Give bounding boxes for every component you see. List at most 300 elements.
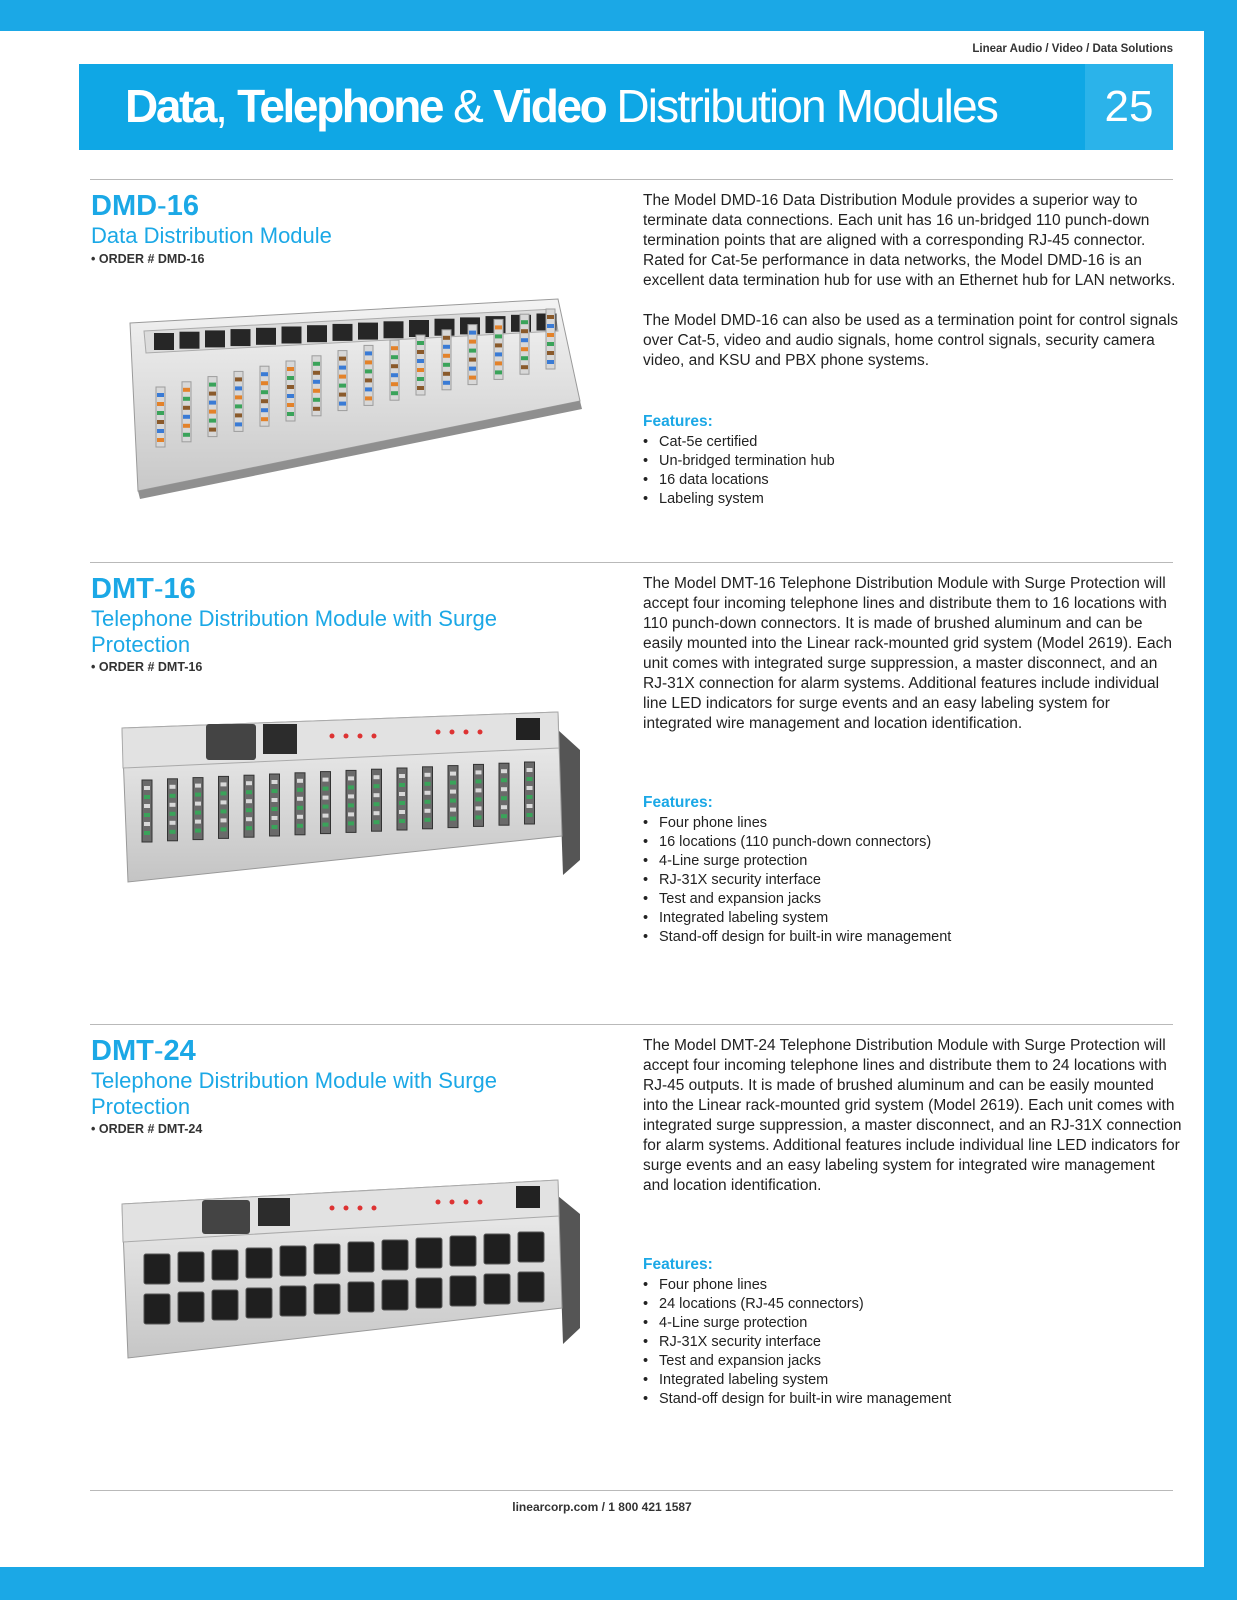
wire-color-mark xyxy=(476,806,482,810)
wire-color-mark xyxy=(399,783,405,787)
led-indicator-icon xyxy=(436,1200,441,1205)
rj45-jack-icon xyxy=(450,1276,476,1306)
wire-color-mark xyxy=(495,325,502,329)
wire-color-mark xyxy=(272,789,278,793)
wire-color-mark xyxy=(339,393,346,397)
wire-color-mark xyxy=(521,356,528,360)
wire-color-mark xyxy=(399,810,405,814)
title-telephone: Telephone xyxy=(237,80,443,132)
wire-color-mark xyxy=(313,380,320,384)
wire-color-mark xyxy=(297,806,303,810)
led-indicator-icon xyxy=(436,730,441,735)
section-divider xyxy=(90,1024,1173,1025)
wire-color-mark xyxy=(287,412,294,416)
wire-color-mark xyxy=(501,796,507,800)
wire-color-mark xyxy=(521,365,528,369)
title-data: Data xyxy=(125,80,216,132)
wire-color-mark xyxy=(297,797,303,801)
title-video: Video xyxy=(492,80,606,132)
product-description: The Model DMD-16 Data Distribution Module provides a superior way to terminate data connections. Each unit has 16 un-bridged 110 punch-down termination points that are aligned with a corresponding RJ-45 connector. Rated for Cat-5e performance in data networks, the Model DMD-16 is an excellent data termination hub for use with an Ethernet hub for LAN networks. The Model DMD-16 can also be used as a termination point for control signals over Cat-5, video and audio signals, home control signals, security camera video, and KSU and PBX phone systems. xyxy=(643,192,1179,369)
wire-color-mark xyxy=(323,787,329,791)
model-heading: DMT-24 xyxy=(91,1035,196,1067)
rj45-jack-icon xyxy=(246,1288,272,1318)
wire-color-mark xyxy=(348,794,354,798)
wire-color-mark xyxy=(399,774,405,778)
wire-color-mark xyxy=(183,388,190,392)
wire-color-mark xyxy=(313,407,320,411)
wire-color-mark xyxy=(221,791,227,795)
wire-color-mark xyxy=(527,777,533,781)
rj45-jack-icon xyxy=(484,1234,510,1264)
rj45-jack-icon xyxy=(180,332,200,349)
wire-color-mark xyxy=(450,781,456,785)
wire-color-mark xyxy=(476,788,482,792)
feature-item: • 16 locations (110 punch-down connectors) xyxy=(643,833,951,852)
wire-color-mark xyxy=(450,808,456,812)
rj45-jack-icon xyxy=(154,333,174,350)
led-indicator-icon xyxy=(330,1206,335,1211)
rj45-jack-icon xyxy=(314,1284,340,1314)
feature-item: • Integrated labeling system xyxy=(643,909,951,928)
wire-color-mark xyxy=(261,417,268,421)
features-list xyxy=(643,433,835,509)
wire-color-mark xyxy=(443,363,450,367)
title-amp: & xyxy=(442,80,493,132)
wire-color-mark xyxy=(170,803,176,807)
features-title: Features: xyxy=(643,413,713,430)
wire-color-mark xyxy=(323,778,329,782)
led-indicator-icon xyxy=(344,734,349,739)
wire-color-mark xyxy=(425,773,431,777)
wire-color-mark xyxy=(374,775,380,779)
rj45-jack-icon xyxy=(178,1292,204,1322)
wire-color-mark xyxy=(170,830,176,834)
wire-color-mark xyxy=(313,389,320,393)
wire-color-mark xyxy=(246,808,252,812)
wire-color-mark xyxy=(287,385,294,389)
wire-color-mark xyxy=(443,345,450,349)
wire-color-mark xyxy=(527,795,533,799)
wire-color-mark xyxy=(235,413,242,417)
title-banner xyxy=(79,64,1173,150)
rj45-jack-icon xyxy=(333,324,353,341)
wire-color-mark xyxy=(527,813,533,817)
led-indicator-icon xyxy=(478,1200,483,1205)
led-indicator-icon xyxy=(358,734,363,739)
wire-color-mark xyxy=(339,402,346,406)
feature-item: • 4-Line surge protection xyxy=(643,852,951,871)
wire-color-mark xyxy=(365,378,372,382)
wire-color-mark xyxy=(170,785,176,789)
wire-color-mark xyxy=(209,419,216,423)
wire-color-mark xyxy=(476,797,482,801)
title-comma: , xyxy=(215,80,238,132)
bottom-frame-bar xyxy=(0,1567,1237,1600)
product-subtitle: Telephone Distribution Module with Surge Protection xyxy=(91,1068,498,1119)
wire-color-mark xyxy=(221,818,227,822)
rj45-jack-icon xyxy=(280,1246,306,1276)
led-indicator-icon xyxy=(450,1200,455,1205)
wire-color-mark xyxy=(469,367,476,371)
feature-item: • Cat-5e certified xyxy=(643,433,835,452)
order-number: • ORDER # DMT-16 xyxy=(91,660,203,674)
wire-color-mark xyxy=(391,373,398,377)
order-number: • ORDER # DMD-16 xyxy=(91,252,205,266)
wire-color-mark xyxy=(235,404,242,408)
wire-color-mark xyxy=(348,785,354,789)
feature-item: • Test and expansion jacks xyxy=(643,890,951,909)
wire-color-mark xyxy=(399,792,405,796)
features-title: Features: xyxy=(643,1256,713,1273)
wire-color-mark xyxy=(297,815,303,819)
led-indicator-icon xyxy=(372,1206,377,1211)
feature-item: • Four phone lines xyxy=(643,1276,951,1295)
features-list xyxy=(643,814,951,947)
feature-item: • RJ-31X security interface xyxy=(643,871,951,890)
feature-item: • Integrated labeling system xyxy=(643,1371,951,1390)
rj45-jack-icon xyxy=(416,1278,442,1308)
wire-color-mark xyxy=(391,382,398,386)
wire-color-mark xyxy=(374,793,380,797)
wire-color-mark xyxy=(287,394,294,398)
wire-color-mark xyxy=(547,351,554,355)
wire-color-mark xyxy=(195,829,201,833)
wire-color-mark xyxy=(365,351,372,355)
wire-color-mark xyxy=(495,370,502,374)
wire-color-mark xyxy=(144,795,150,799)
wire-color-mark xyxy=(183,397,190,401)
wire-color-mark xyxy=(501,778,507,782)
wire-color-mark xyxy=(450,772,456,776)
wire-color-mark xyxy=(323,796,329,800)
wire-color-mark xyxy=(501,805,507,809)
wire-color-mark xyxy=(183,406,190,410)
dmt16-product-image xyxy=(118,710,588,895)
rj45-jack-icon xyxy=(384,321,404,338)
wire-color-mark xyxy=(297,788,303,792)
wire-color-mark xyxy=(209,383,216,387)
wire-color-mark xyxy=(261,399,268,403)
wire-color-mark xyxy=(450,799,456,803)
wire-color-mark xyxy=(417,368,424,372)
wire-color-mark xyxy=(287,376,294,380)
rj45-jack-icon xyxy=(518,1272,544,1302)
wire-color-mark xyxy=(391,355,398,359)
rj45-jack-icon xyxy=(484,1274,510,1304)
wire-color-mark xyxy=(547,315,554,319)
wire-color-mark xyxy=(443,336,450,340)
wire-color-mark xyxy=(399,801,405,805)
wire-color-mark xyxy=(272,825,278,829)
wire-color-mark xyxy=(501,787,507,791)
wire-color-mark xyxy=(157,438,164,442)
wire-color-mark xyxy=(235,395,242,399)
feature-item: • 16 data locations xyxy=(643,471,835,490)
dmd16-product-image xyxy=(118,291,588,506)
wire-color-mark xyxy=(547,333,554,337)
wire-color-mark xyxy=(157,411,164,415)
wire-color-mark xyxy=(374,811,380,815)
led-indicator-icon xyxy=(330,734,335,739)
wire-color-mark xyxy=(157,402,164,406)
section-divider xyxy=(90,179,1173,180)
rj45-jack-icon xyxy=(450,1236,476,1266)
wire-color-mark xyxy=(195,793,201,797)
wire-color-mark xyxy=(417,386,424,390)
wire-color-mark xyxy=(476,770,482,774)
led-indicator-icon xyxy=(358,1206,363,1211)
header-tagline: Linear Audio / Video / Data Solutions xyxy=(972,43,1173,55)
wire-color-mark xyxy=(365,369,372,373)
wire-color-mark xyxy=(183,424,190,428)
wire-color-mark xyxy=(547,324,554,328)
wire-color-mark xyxy=(527,768,533,772)
wire-color-mark xyxy=(144,804,150,808)
wire-color-mark xyxy=(443,381,450,385)
wire-color-mark xyxy=(348,812,354,816)
wire-color-mark xyxy=(339,375,346,379)
model-heading: DMD-16 xyxy=(91,190,199,222)
rj45-jack-icon xyxy=(382,1240,408,1270)
wire-color-mark xyxy=(469,331,476,335)
rj45-jack-icon xyxy=(178,1252,204,1282)
feature-item: • 24 locations (RJ-45 connectors) xyxy=(643,1295,951,1314)
product-description: The Model DMT-24 Telephone Distribution Module with Surge Protection will accept four incoming telephone lines and distribute them to 24 locations with RJ-45 outputs. It is made of brushed aluminum and can be easily mounted into the Linear rack-mounted grid system (Model 2619). Each unit comes with integrated surge suppression, a master disconnect, and an RJ-31X connection for alarm systems. Additional features include individual line LED indicators for surge events and an easy labeling system for integrated wire management and location identification. xyxy=(643,1037,1182,1194)
rj45-jack-icon xyxy=(212,1290,238,1320)
wire-color-mark xyxy=(183,415,190,419)
wire-color-mark xyxy=(501,814,507,818)
wire-color-mark xyxy=(313,362,320,366)
page-title xyxy=(125,76,1125,136)
wire-color-mark xyxy=(425,782,431,786)
wire-color-mark xyxy=(209,410,216,414)
wire-color-mark xyxy=(272,816,278,820)
wire-color-mark xyxy=(547,342,554,346)
wire-color-mark xyxy=(425,791,431,795)
wire-color-mark xyxy=(365,360,372,364)
wire-color-mark xyxy=(399,819,405,823)
wire-color-mark xyxy=(469,358,476,362)
wire-color-mark xyxy=(391,364,398,368)
features-title: Features: xyxy=(643,794,713,811)
section-divider xyxy=(90,562,1173,563)
wire-color-mark xyxy=(348,821,354,825)
wire-color-mark xyxy=(287,403,294,407)
wire-color-mark xyxy=(374,820,380,824)
product-description: The Model DMT-16 Telephone Distribution Module with Surge Protection will accept four incoming telephone lines and distribute them to 16 locations with 110 punch-down connectors. It is made of brushed aluminum and can be easily mounted into the Linear rack-mounted grid system (Model 2619). Each unit comes with integrated surge suppression, a master disconnect, and an RJ-31X connection for alarm systems. Additional features include individual line LED indicators for surge events and an easy labeling system for integrated wire management and location identification. xyxy=(643,575,1172,732)
rj45-jack-icon xyxy=(212,1250,238,1280)
wire-color-mark xyxy=(235,422,242,426)
wire-color-mark xyxy=(417,377,424,381)
feature-item: • Stand-off design for built-in wire management xyxy=(643,928,951,947)
led-indicator-icon xyxy=(344,1206,349,1211)
wire-color-mark xyxy=(323,814,329,818)
wire-color-mark xyxy=(221,827,227,831)
wire-color-mark xyxy=(313,398,320,402)
led-indicator-icon xyxy=(372,734,377,739)
wire-color-mark xyxy=(261,381,268,385)
led-indicator-icon xyxy=(464,1200,469,1205)
wire-color-mark xyxy=(469,376,476,380)
order-number: • ORDER # DMT-24 xyxy=(91,1122,203,1136)
wire-color-mark xyxy=(527,804,533,808)
feature-item: • 4-Line surge protection xyxy=(643,1314,951,1333)
features-list xyxy=(643,1276,951,1409)
wire-color-mark xyxy=(183,433,190,437)
product-subtitle: Data Distribution Module xyxy=(91,223,332,248)
wire-color-mark xyxy=(495,334,502,338)
wire-color-mark xyxy=(450,817,456,821)
rj45-jack-icon xyxy=(144,1294,170,1324)
wire-color-mark xyxy=(144,831,150,835)
wire-color-mark xyxy=(391,346,398,350)
rj45-jack-icon xyxy=(307,325,327,342)
wire-color-mark xyxy=(297,824,303,828)
wire-color-mark xyxy=(209,392,216,396)
rj45-jack-icon xyxy=(282,327,302,344)
wire-color-mark xyxy=(547,360,554,364)
wire-color-mark xyxy=(339,366,346,370)
led-indicator-icon xyxy=(464,730,469,735)
wire-color-mark xyxy=(323,805,329,809)
wire-color-mark xyxy=(323,823,329,827)
model-heading: DMT-16 xyxy=(91,573,196,605)
product-subtitle: Telephone Distribution Module with Surge Protection xyxy=(91,606,498,657)
wire-color-mark xyxy=(195,811,201,815)
wire-color-mark xyxy=(521,329,528,333)
wire-color-mark xyxy=(235,377,242,381)
wire-color-mark xyxy=(425,800,431,804)
wire-color-mark xyxy=(144,813,150,817)
wire-color-mark xyxy=(195,802,201,806)
wire-color-mark xyxy=(521,338,528,342)
wire-color-mark xyxy=(261,372,268,376)
wire-color-mark xyxy=(144,786,150,790)
wire-color-mark xyxy=(476,779,482,783)
top-frame-bar xyxy=(0,0,1237,31)
wire-color-mark xyxy=(195,820,201,824)
rj45-jack-icon xyxy=(314,1244,340,1274)
wire-color-mark xyxy=(221,782,227,786)
rj45-jack-icon xyxy=(205,330,225,347)
rj45-jack-icon xyxy=(348,1282,374,1312)
rj45-jack-icon xyxy=(358,323,378,340)
wire-color-mark xyxy=(374,802,380,806)
rj45-jack-icon xyxy=(382,1280,408,1310)
wire-color-mark xyxy=(313,371,320,375)
wire-color-mark xyxy=(425,809,431,813)
wire-color-mark xyxy=(246,781,252,785)
footer-contact: linearcorp.com / 1 800 421 1587 xyxy=(512,1500,692,1514)
rj45-jack-icon xyxy=(144,1254,170,1284)
rj45-jack-icon xyxy=(231,329,251,346)
feature-item: • Stand-off design for built-in wire management xyxy=(643,1390,951,1409)
wire-color-mark xyxy=(417,341,424,345)
rj45-jack-icon xyxy=(348,1242,374,1272)
wire-color-mark xyxy=(495,352,502,356)
wire-color-mark xyxy=(246,799,252,803)
wire-color-mark xyxy=(170,812,176,816)
wire-color-mark xyxy=(339,357,346,361)
wire-color-mark xyxy=(443,372,450,376)
wire-color-mark xyxy=(221,809,227,813)
wire-color-mark xyxy=(246,790,252,794)
wire-color-mark xyxy=(272,780,278,784)
wire-color-mark xyxy=(501,769,507,773)
feature-item: • Four phone lines xyxy=(643,814,951,833)
wire-color-mark xyxy=(527,786,533,790)
led-indicator-icon xyxy=(450,730,455,735)
wire-color-mark xyxy=(450,790,456,794)
right-frame-bar xyxy=(1204,0,1237,1600)
wire-color-mark xyxy=(157,420,164,424)
wire-color-mark xyxy=(272,807,278,811)
wire-color-mark xyxy=(495,343,502,347)
wire-color-mark xyxy=(246,817,252,821)
wire-color-mark xyxy=(170,794,176,798)
wire-color-mark xyxy=(443,354,450,358)
wire-color-mark xyxy=(417,350,424,354)
feature-item: • Un-bridged termination hub xyxy=(643,452,835,471)
rj45-jack-icon xyxy=(256,328,276,345)
rj45-jack-icon xyxy=(280,1286,306,1316)
rj45-jack-icon xyxy=(409,320,429,337)
wire-color-mark xyxy=(339,384,346,388)
wire-color-mark xyxy=(157,429,164,433)
wire-color-mark xyxy=(365,396,372,400)
wire-color-mark xyxy=(417,359,424,363)
wire-color-mark xyxy=(144,822,150,826)
wire-color-mark xyxy=(235,386,242,390)
wire-color-mark xyxy=(157,393,164,397)
wire-color-mark xyxy=(476,815,482,819)
wire-color-mark xyxy=(348,803,354,807)
wire-color-mark xyxy=(469,349,476,353)
wire-color-mark xyxy=(261,390,268,394)
wire-color-mark xyxy=(209,401,216,405)
rj45-jack-icon xyxy=(518,1232,544,1262)
wire-color-mark xyxy=(287,367,294,371)
led-indicator-icon xyxy=(478,730,483,735)
feature-item: • Test and expansion jacks xyxy=(643,1352,951,1371)
rj45-jack-icon xyxy=(246,1248,272,1278)
wire-color-mark xyxy=(521,347,528,351)
wire-color-mark xyxy=(272,798,278,802)
wire-color-mark xyxy=(261,408,268,412)
footer-divider xyxy=(90,1490,1173,1491)
wire-color-mark xyxy=(365,387,372,391)
wire-color-mark xyxy=(425,818,431,822)
wire-color-mark xyxy=(469,340,476,344)
wire-color-mark xyxy=(195,784,201,788)
wire-color-mark xyxy=(495,361,502,365)
dmt24-product-image xyxy=(118,1178,588,1373)
wire-color-mark xyxy=(374,784,380,788)
wire-color-mark xyxy=(221,800,227,804)
title-rest: Distribution Modules xyxy=(605,80,998,132)
feature-item: • Labeling system xyxy=(643,490,835,509)
wire-color-mark xyxy=(521,320,528,324)
page-number: 25 xyxy=(1085,64,1173,150)
wire-color-mark xyxy=(348,776,354,780)
wire-color-mark xyxy=(170,821,176,825)
wire-color-mark xyxy=(246,826,252,830)
wire-color-mark xyxy=(297,779,303,783)
wire-color-mark xyxy=(209,428,216,432)
feature-item: • RJ-31X security interface xyxy=(643,1333,951,1352)
rj45-jack-icon xyxy=(416,1238,442,1268)
wire-color-mark xyxy=(391,391,398,395)
